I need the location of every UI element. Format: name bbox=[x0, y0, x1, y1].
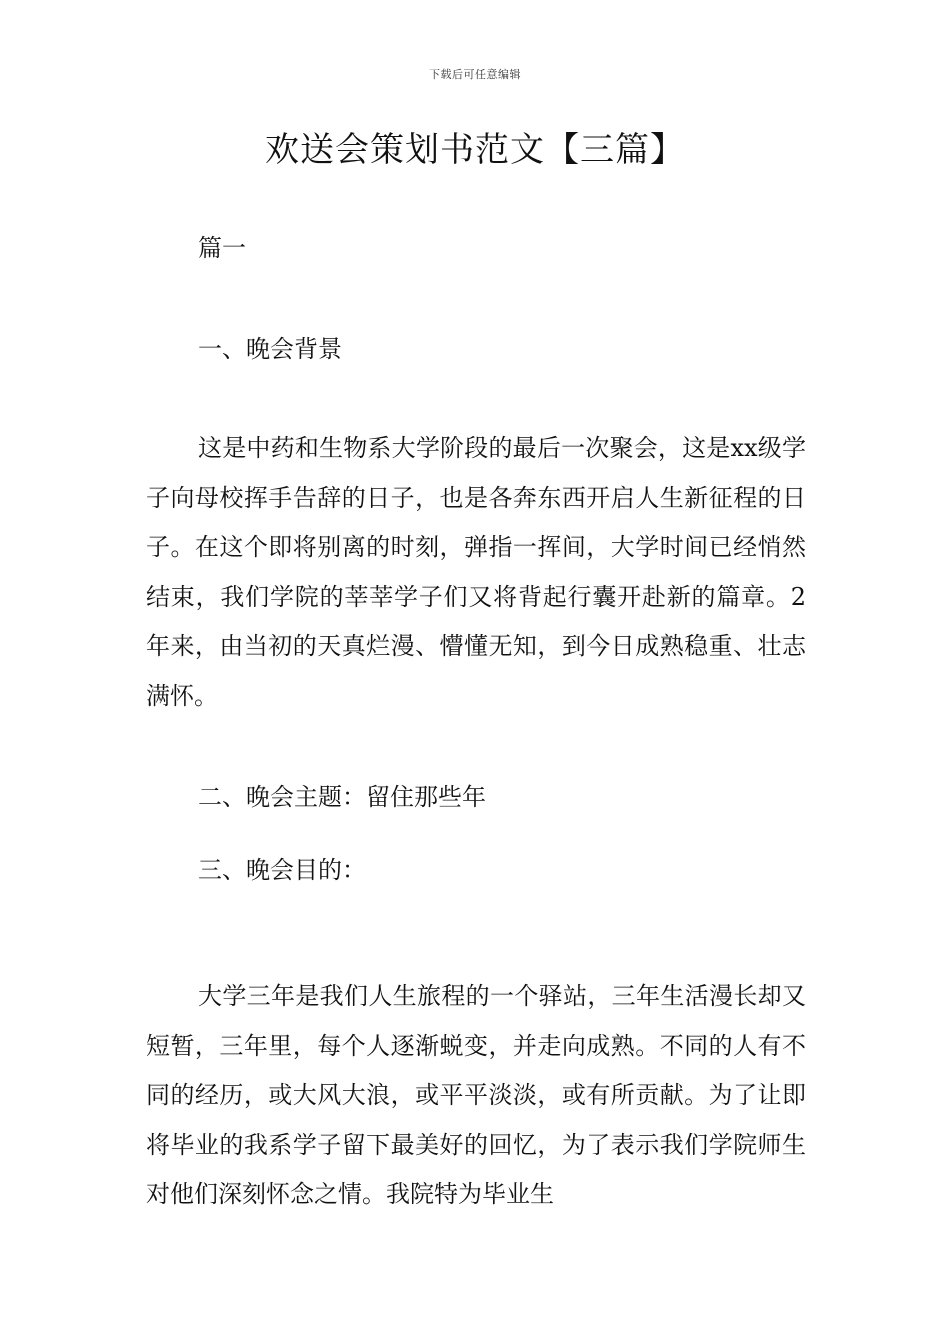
heading-background: 一、晚会背景 bbox=[198, 335, 342, 363]
paragraph-background: 这是中药和生物系大学阶段的最后一次聚会，这是xx级学子向母校挥手告辞的日子，也是各奔东西开启人生新征程的日子。在这个即将别离的时刻，弹指一挥间，大学时间已经悄然结束，我们学院的莘莘学子们又将背起行囊开赴新的篇章。2年来，由当初的天真烂漫、懵懂无知，到今日成熟稳重、壮志满怀。 bbox=[146, 434, 806, 710]
heading-purpose: 三、晚会目的： bbox=[198, 856, 366, 884]
document-title: 欢送会策划书范文【三篇】 bbox=[265, 130, 685, 170]
heading-theme: 二、晚会主题：留住那些年 bbox=[198, 783, 486, 811]
paragraph-purpose: 大学三年是我们人生旅程的一个驿站，三年生活漫长却又短暂，三年里，每个人逐渐蜕变，并走向成熟。不同的人有不同的经历，或大风大浪，或平平淡淡，或有所贡献。为了让即将毕业的我系学子留下最美好的回忆，为了表示我们学院师生对他们深刻怀念之情。我院特为毕业生 bbox=[146, 982, 806, 1208]
section-label: 篇一 bbox=[198, 234, 246, 262]
page-header-note: 下载后可任意编辑 bbox=[429, 68, 521, 81]
